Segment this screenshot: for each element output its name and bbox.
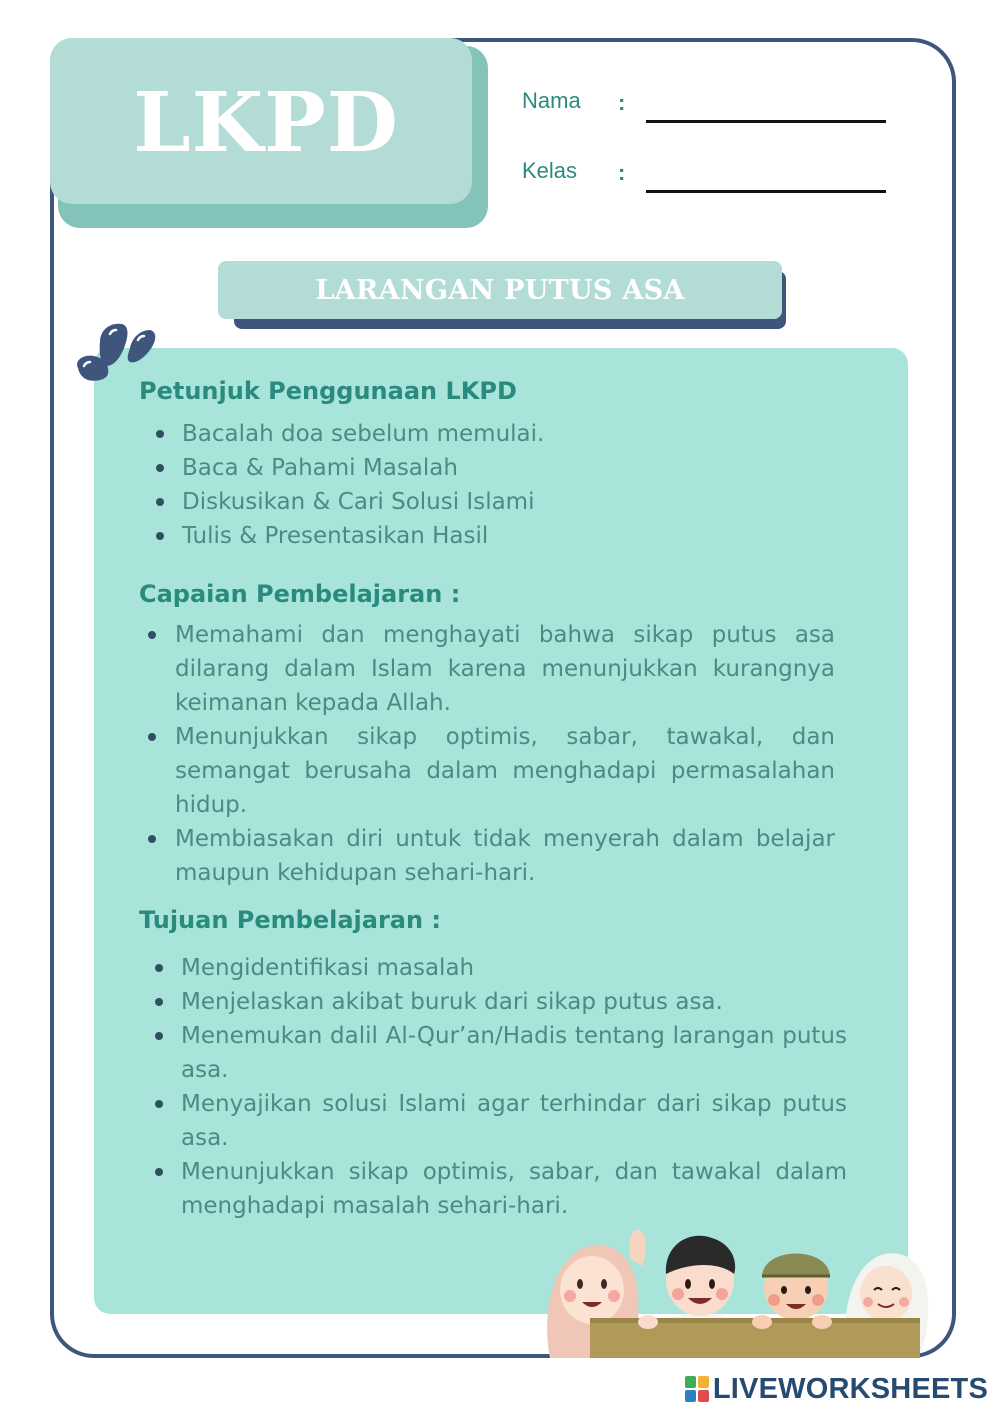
name-colon: : — [618, 90, 626, 115]
capaian-heading: Capaian Pembelajaran : — [139, 580, 461, 608]
list-item: Menyajikan solusi Islami agar terhindar dari sikap putus asa. — [181, 1087, 847, 1155]
page-title: LKPD — [133, 75, 399, 171]
name-input-line[interactable] — [646, 120, 886, 123]
class-label: Kelas — [522, 158, 578, 183]
list-item: Bacalah doa sebelum memulai. — [182, 417, 842, 451]
wooden-board — [590, 1315, 920, 1358]
children-illustration — [530, 1218, 950, 1358]
name-label: Nama — [522, 88, 581, 113]
brand-logo[interactable] — [685, 1372, 988, 1406]
class-input-line[interactable] — [646, 190, 886, 193]
tujuan-heading: Tujuan Pembelajaran : — [139, 906, 442, 934]
class-field[interactable] — [522, 154, 902, 194]
petunjuk-heading: Petunjuk Penggunaan LKPD — [139, 377, 517, 405]
list-item: Diskusikan & Cari Solusi Islami — [182, 485, 842, 519]
list-item: Menemukan dalil Al-Qur’an/Hadis tentang larangan putus asa. — [181, 1019, 847, 1087]
class-colon: : — [618, 160, 626, 185]
name-field[interactable] — [522, 84, 902, 124]
list-item: Menunjukkan sikap optimis, sabar, tawakal, dan semangat berusaha dalam menghadapi permasalahan hidup. — [175, 720, 835, 822]
subtitle-box — [218, 261, 782, 319]
liveworksheets-logo-icon — [685, 1376, 709, 1402]
list-item: Memahami dan menghayati bahwa sikap putus asa dilarang dalam Islam karena menunjukkan kurangnya keimanan kepada Allah. — [175, 618, 835, 720]
list-item: Menunjukkan sikap optimis, sabar, dan tawakal dalam menghadapi masalah sehari-hari. — [181, 1155, 847, 1223]
subtitle: LARANGAN PUTUS ASA — [315, 274, 685, 306]
list-item: Tulis & Presentasikan Hasil — [182, 519, 842, 553]
brand-text: LIVEWORKSHEETS — [712, 1372, 988, 1405]
title-box — [50, 38, 472, 204]
list-item: Baca & Pahami Masalah — [182, 451, 842, 485]
petunjuk-list — [182, 417, 842, 553]
list-item: Mengidentifikasi masalah — [181, 951, 847, 985]
capaian-list — [175, 618, 835, 890]
tujuan-list — [181, 951, 847, 1223]
list-item: Membiasakan diri untuk tidak menyerah dalam belajar maupun kehidupan sehari-hari. — [175, 822, 835, 890]
list-item: Menjelaskan akibat buruk dari sikap putus asa. — [181, 985, 847, 1019]
